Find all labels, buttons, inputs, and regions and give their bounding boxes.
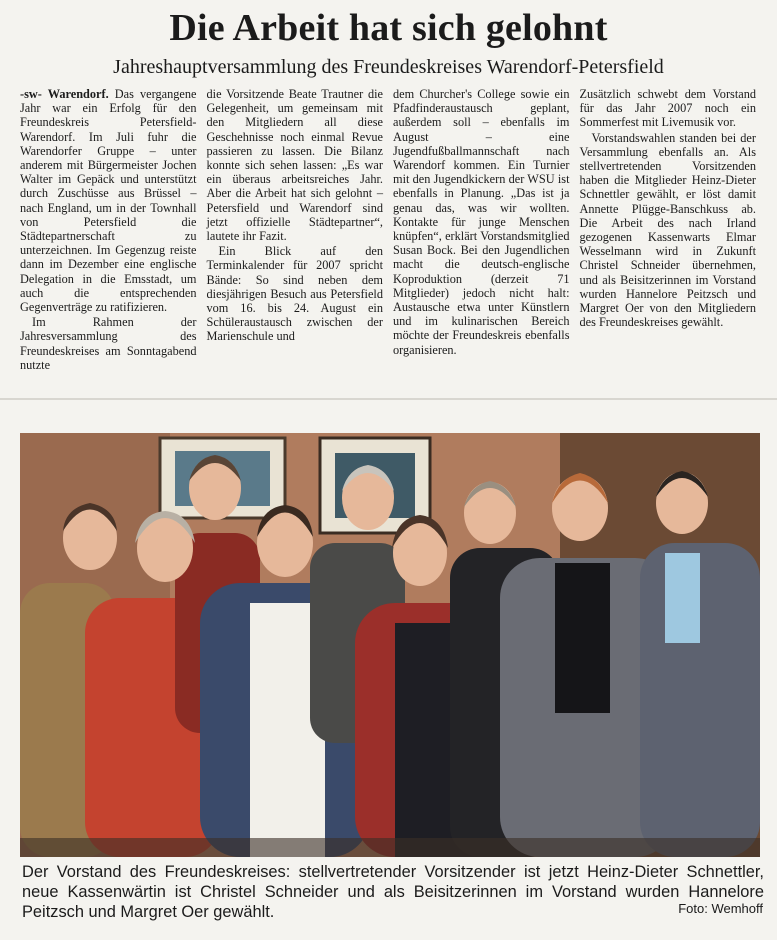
headline: Die Arbeit hat sich gelohnt (169, 7, 608, 49)
article-body (20, 87, 756, 372)
paragraph: Zusätzlich schwebt dem Vorstand für das Jahr 2007 noch ein Sommerfest mit Livemusik vor. (579, 87, 756, 130)
photo-caption: Der Vorstand des Freundeskreises: stellvertretender Vorsitzender ist jetzt Heinz-Dieter Schnettler, neue Kassenwärtin ist Christel Schneider und als Beisitzerinnen im Vorstand wurden Hannelore Peitzsch und Margret Oer gewählt. (22, 863, 764, 921)
dateline: -sw- Warendorf. (20, 87, 109, 101)
article-column-3 (393, 87, 570, 357)
page-divider (0, 398, 777, 400)
group-photo (20, 433, 760, 857)
paragraph: Ein Blick auf den Terminkalender für 2007 spricht Bände: So sind neben dem diesjährigen Besuch aus Petersfield vom 16. bis 24. August ein Schüleraustausch zwischen der Marienschule und (206, 244, 383, 344)
paragraph: Vorstandswahlen standen bei der Versammlung ebenfalls an. Als stellvertretenden Vorsitzenden haben die Mitglieder Heinz-Dieter Schnettler gewählt, er löst damit Annette Plügge-Banschkuss ab. Die Arbeit des nach Irland gezogenen Kassenwarts Elmar Wesselmann wird in Zukunft Christel Schneider übernehmen, und als Beisitzerinnen im Vorstand wurden Hannelore Peitzsch und Margret Oer von den Mitgliedern des Freundeskreises gewählt. (579, 130, 756, 330)
paragraph: die Vorsitzende Beate Trautner die Gelegenheit, um gemeinsam mit den Mitgliedern all diese Geschehnisse noch einmal Revue passieren zu lassen. Die Bilanz konnte sich sehen lassen: „Es war ein überaus arbeitsreiches Jahr. Aber die Arbeit hat sich gelohnt – Petersfield und Warendorf sind jetzt offizielle Städtepartner“, lautete ihr Fazit. (206, 87, 383, 244)
photo-credit: Foto: Wemhoff (678, 901, 763, 916)
subheadline: Jahreshauptversammlung des Freundeskreises Warendorf-Petersfield (113, 56, 664, 78)
paragraph-text: Das vergangene Jahr war ein Erfolg für den Freundeskreis Petersfield-Warendorf. Im Juli fuhr die Warendorfer Gruppe – unter anderem mit Bürgermeister Jochen Walter im Gepäck und unterstützt durch Zuschüsse aus Brüssel – nach England, um in der Townhall von Petersfield die Städtepartnerschaft zu unterzeichnen. Im Gegenzug reiste dann im Dezember eine englische Delegation in die Emsstadt, um auch die entsprechenden Gegenverträge zu ratifizieren. (20, 87, 197, 315)
paragraph: dem Churcher's College sowie ein Pfadfinderaustausch geplant, außerdem soll – ebenfalls im August – eine Jugendfußballmannschaft nach Warendorf kommen. Ein Turnier mit den Jugendkickern der WSU ist ebenfalls in Planung. „Das ist ja genau das, was wir wollten. Kontakte für junge Menschen knüpfen“, erklärt Vorstandsmitglied Susan Bock. Bei den Jugendlichen macht die deutsch-englische Koproduktion (derzeit 71 Mitglieder) jedoch nicht halt: Austausche etwa unter Künstlern und im kulinarischen Bereich möchte der Freundeskreis ebenfalls organisieren. (393, 87, 570, 357)
paragraph: Im Rahmen der Jahresversammlung des Freundeskreises am Sonntagabend nutzte (20, 315, 197, 372)
article-column-2 (207, 87, 384, 357)
paragraph (20, 87, 197, 314)
article-column-1 (20, 87, 197, 372)
article-column-4 (580, 87, 757, 357)
